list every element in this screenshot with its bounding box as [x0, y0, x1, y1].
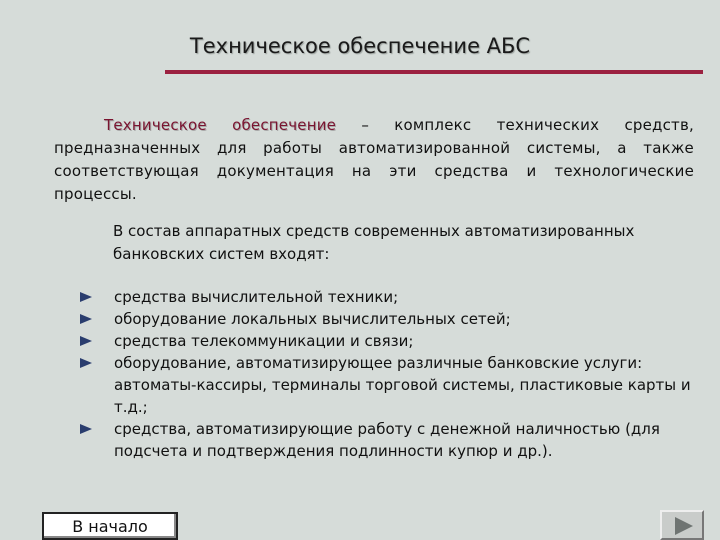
intro-text: – комплекс технических средств, предназначенных для работы автоматизированной системы, а также соответствующая документация на эти средства и технологические процессы.: [54, 116, 695, 203]
intro-term: Техническое обеспечение: [104, 116, 337, 134]
slide-title: Техническое обеспечение АБС: [189, 34, 531, 58]
hardware-list: [78, 286, 698, 462]
list-item-text: средства телекоммуникации и связи;: [114, 332, 414, 350]
hardware-paragraph: В состав аппаратных средств современных автоматизированных банковских систем входят:: [113, 222, 635, 263]
play-triangle-icon: [675, 517, 693, 535]
list-item: [78, 308, 698, 330]
next-slide-button[interactable]: [660, 510, 704, 540]
triangle-bullet-icon: [80, 336, 92, 346]
triangle-bullet-icon: [80, 292, 92, 302]
triangle-bullet-icon: [80, 424, 92, 434]
title-underline: [165, 70, 703, 74]
triangle-bullet-icon: [80, 314, 92, 324]
triangle-bullet-icon: [80, 358, 92, 368]
list-item-text: средства, автоматизирующие работу с денежной наличностью (для подсчета и подтверждения подлинности купюр и др.).: [114, 420, 660, 460]
list-item: [78, 286, 698, 308]
list-item-text: оборудование, автоматизирующее различные банковские услуги: автоматы-кассиры, терминалы торговой системы, пластиковые карты и т.д.;: [114, 354, 691, 416]
list-item-text: оборудование локальных вычислительных сетей;: [114, 310, 511, 328]
list-item: [78, 418, 698, 462]
home-button[interactable]: В начало: [42, 512, 178, 540]
list-item: [78, 330, 698, 352]
intro-paragraph: [54, 114, 694, 206]
list-item-text: средства вычислительной техники;: [114, 288, 399, 306]
list-item: [78, 352, 698, 418]
